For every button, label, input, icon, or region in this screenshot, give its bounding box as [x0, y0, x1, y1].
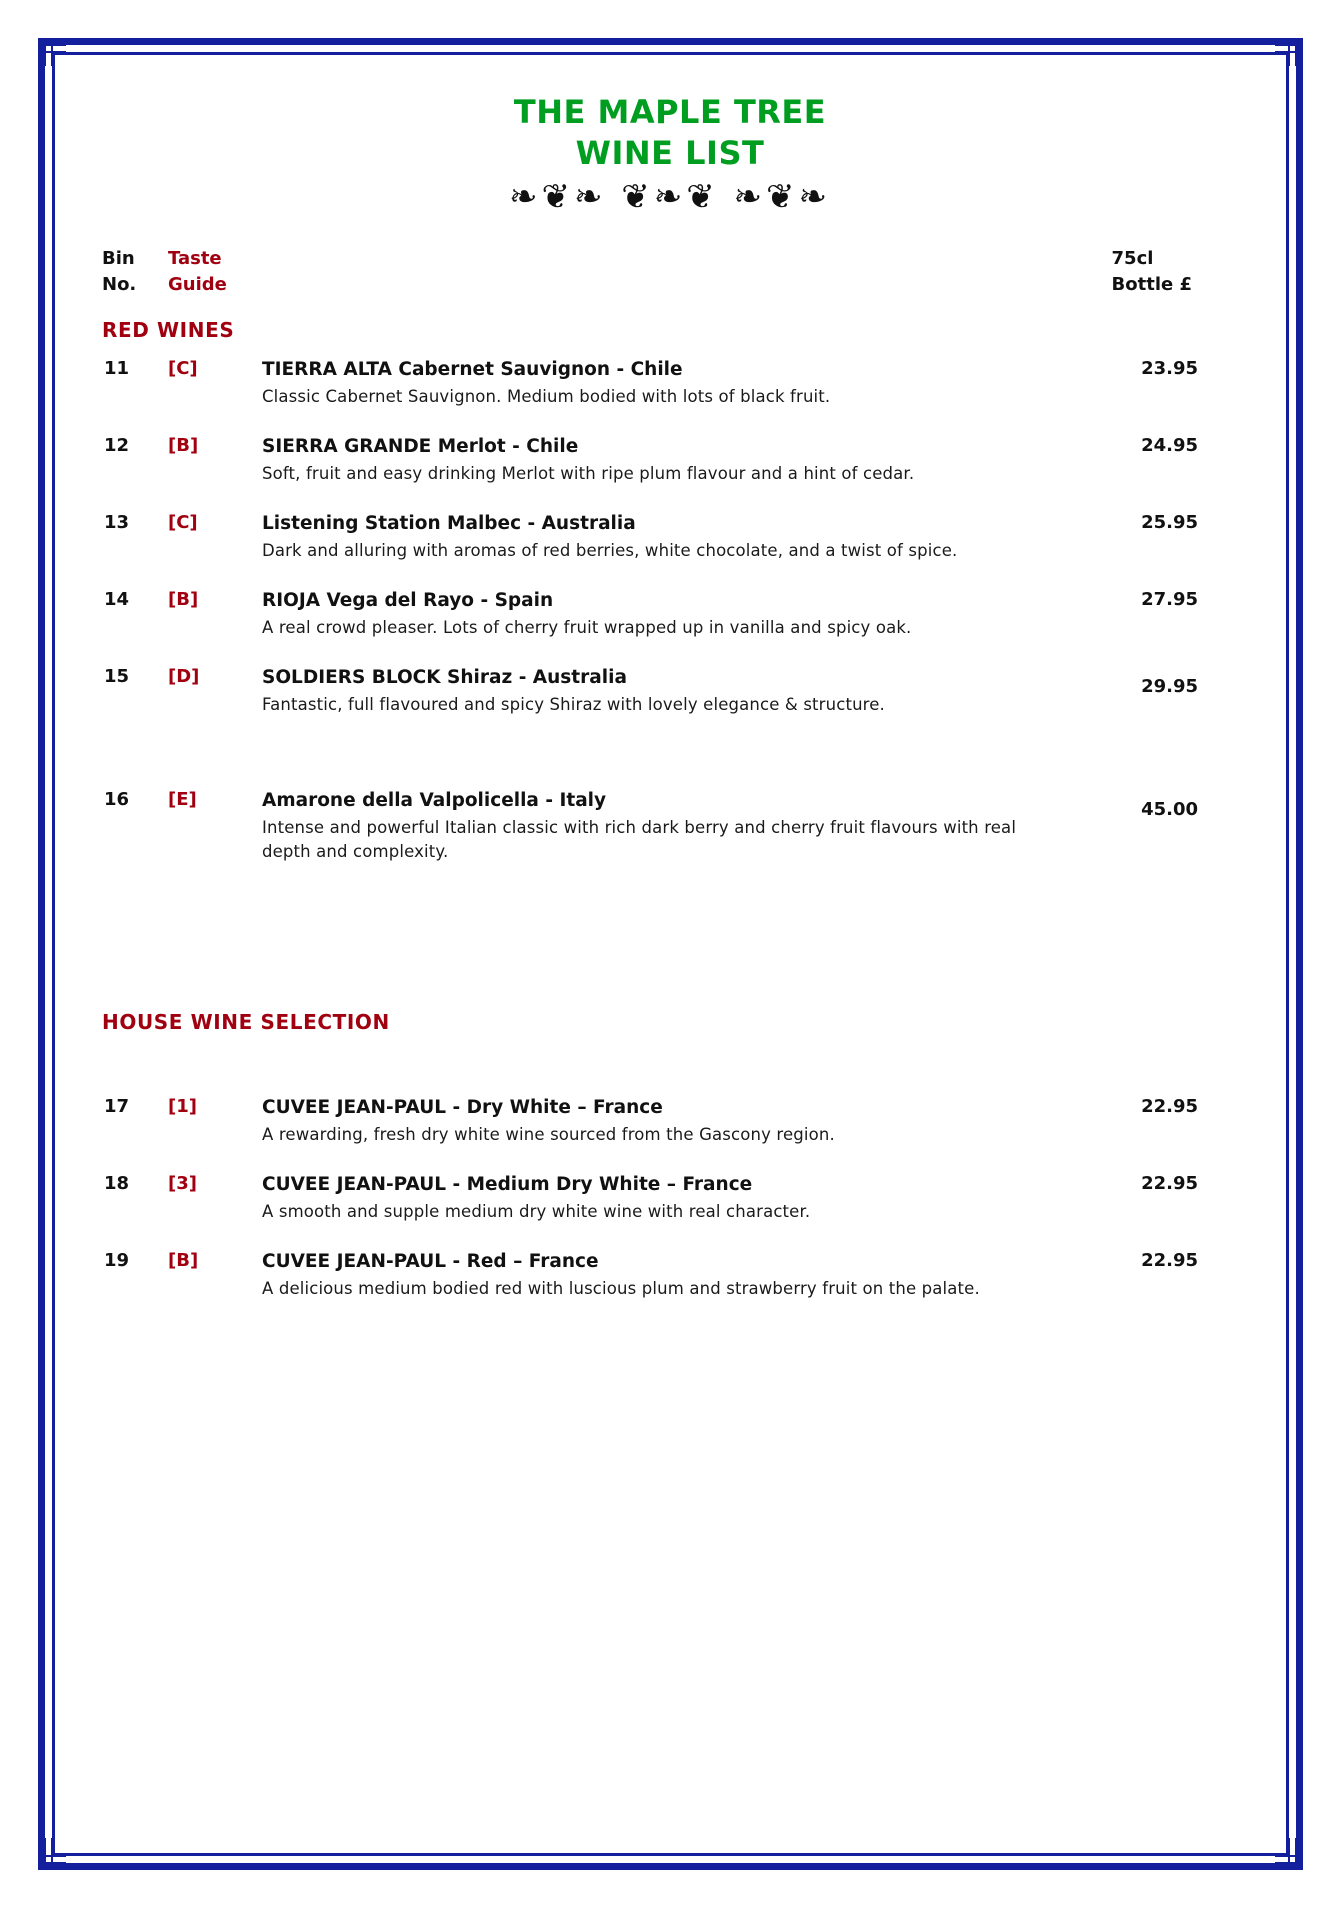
- taste-guide-code: [C]: [168, 512, 198, 533]
- column-headers: [80, 246, 1260, 294]
- bin-number: 16: [104, 789, 130, 811]
- title-line-2: WINE LIST: [575, 133, 765, 172]
- list-item: [80, 1250, 1260, 1301]
- column-header-bin-line2: No.: [102, 274, 137, 295]
- wine-list-house-wine-selection: [80, 1096, 1260, 1301]
- wine-details: [262, 358, 1030, 409]
- wine-details: [262, 1250, 1030, 1301]
- wine-description: A real crowd pleaser. Lots of cherry fruit wrapped up in vanilla and spicy oak.: [262, 618, 912, 638]
- taste-guide-code: [C]: [168, 357, 198, 379]
- corner-ornament-bottom-right: [1271, 1838, 1301, 1868]
- taste-guide-code: [B]: [168, 434, 199, 456]
- wine-description: Classic Cabernet Sauvignon. Medium bodied with lots of black fruit.: [262, 387, 831, 407]
- wine-price: 22.95: [1141, 1096, 1198, 1118]
- column-header-price: [1112, 246, 1192, 298]
- bin-number: 11: [104, 357, 130, 379]
- wine-details: [262, 1096, 1030, 1147]
- wine-name: CUVEE JEAN-PAUL - Dry White – France: [262, 1097, 663, 1119]
- flourish-ornament-icon: ❧❦❧ ❦❧❦ ❧❦❧: [508, 176, 831, 217]
- menu-content: [80, 80, 1260, 1327]
- bin-number: 13: [104, 512, 130, 533]
- taste-guide-code: [D]: [168, 666, 200, 688]
- wine-details: [262, 435, 1030, 486]
- corner-ornament-top-right: [1271, 40, 1301, 70]
- wine-name: SOLDIERS BLOCK Shiraz - Australia: [262, 667, 627, 689]
- wine-details: [262, 512, 1030, 563]
- wine-price: 24.95: [1141, 434, 1198, 456]
- column-header-taste-line1: Taste: [168, 247, 222, 269]
- wine-details: [262, 589, 1030, 640]
- wine-list-red-wines: [80, 358, 1260, 864]
- wine-price: 27.95: [1141, 589, 1198, 611]
- wine-description: A rewarding, fresh dry white wine sourced from the Gascony region.: [262, 1125, 835, 1145]
- taste-guide-code: [E]: [168, 789, 197, 811]
- section-heading-red-wines: RED WINES: [102, 317, 235, 342]
- corner-ornament-bottom-left: [40, 1838, 70, 1868]
- wine-name: RIOJA Vega del Rayo - Spain: [262, 590, 554, 612]
- wine-price: 23.95: [1141, 357, 1198, 379]
- taste-guide-code: [B]: [168, 1250, 199, 1272]
- list-item: [80, 1173, 1260, 1224]
- wine-name: CUVEE JEAN-PAUL - Medium Dry White – France: [262, 1174, 753, 1196]
- wine-description: Fantastic, full flavoured and spicy Shiraz with lovely elegance & structure.: [262, 695, 885, 715]
- wine-price: 29.95: [1141, 676, 1198, 698]
- taste-guide-code: [B]: [168, 589, 199, 611]
- list-item: [80, 1096, 1260, 1147]
- wine-name: Listening Station Malbec - Australia: [262, 513, 636, 534]
- wine-description: A smooth and supple medium dry white wine with real character.: [262, 1202, 811, 1222]
- list-item: [80, 512, 1260, 563]
- section-heading-house-wine-selection: HOUSE WINE SELECTION: [102, 1010, 390, 1035]
- bin-number: 18: [104, 1173, 130, 1195]
- wine-name: Amarone della Valpolicella - Italy: [262, 790, 607, 812]
- corner-ornament-top-left: [40, 40, 70, 70]
- bin-number: 14: [104, 589, 130, 611]
- bin-number: 17: [104, 1096, 130, 1118]
- list-item: [80, 589, 1260, 640]
- page-title: [80, 80, 1260, 174]
- column-header-taste: [168, 246, 227, 298]
- list-item: [80, 789, 1260, 864]
- list-spacer: [80, 743, 1260, 789]
- wine-details: [262, 1173, 1030, 1224]
- list-item: [80, 358, 1260, 409]
- column-header-bin-line1: Bin: [102, 247, 135, 269]
- taste-guide-code: [3]: [168, 1173, 197, 1195]
- section-spacer: [80, 890, 1260, 986]
- wine-description: Dark and alluring with aromas of red berries, white chocolate, and a twist of spice.: [262, 541, 958, 561]
- bin-number: 12: [104, 434, 130, 456]
- column-header-price-line2: Bottle £: [1111, 274, 1192, 295]
- wine-name: TIERRA ALTA Cabernet Sauvignon - Chile: [262, 358, 683, 380]
- list-item: [80, 435, 1260, 486]
- column-header-bin: [102, 246, 136, 298]
- wine-description: A delicious medium bodied red with luscious plum and strawberry fruit on the palate.: [262, 1279, 980, 1299]
- wine-price: 25.95: [1141, 512, 1198, 533]
- wine-name: CUVEE JEAN-PAUL - Red – France: [262, 1251, 599, 1273]
- wine-price: 45.00: [1141, 799, 1198, 821]
- wine-details: [262, 789, 1030, 864]
- title-line-1: THE MAPLE TREE: [513, 93, 827, 131]
- wine-description: Soft, fruit and easy drinking Merlot with ripe plum flavour and a hint of cedar.: [262, 464, 915, 484]
- wine-name: SIERRA GRANDE Merlot - Chile: [262, 435, 579, 457]
- taste-guide-code: [1]: [168, 1096, 197, 1118]
- column-header-price-line1: 75cl: [1111, 247, 1154, 269]
- wine-description: Intense and powerful Italian classic with rich dark berry and cherry fruit flavours with real depth and complexity.: [262, 818, 1017, 862]
- wine-price: 22.95: [1141, 1173, 1198, 1195]
- list-item: [80, 666, 1260, 717]
- bin-number: 19: [104, 1250, 130, 1272]
- bin-number: 15: [104, 666, 130, 688]
- wine-details: [262, 666, 1030, 717]
- column-header-taste-line2: Guide: [168, 274, 227, 295]
- wine-price: 22.95: [1141, 1250, 1198, 1272]
